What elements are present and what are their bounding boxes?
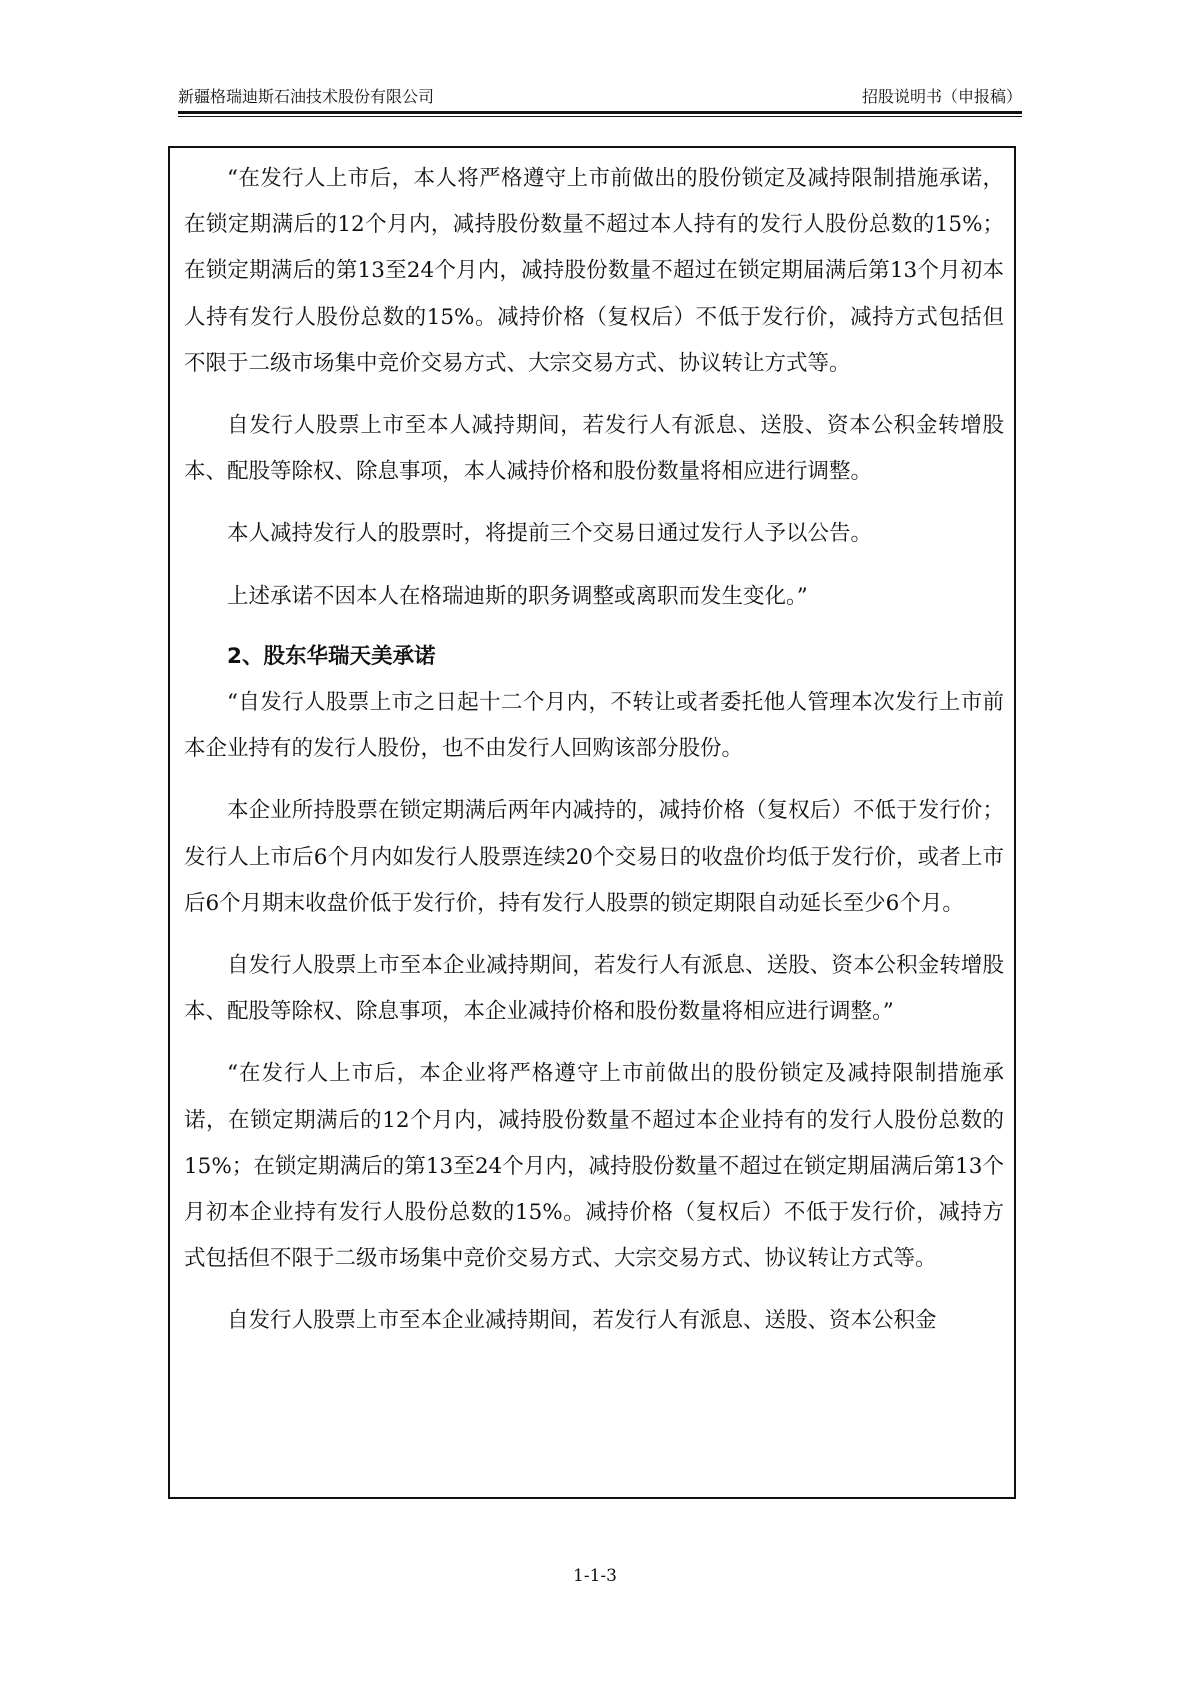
page-number: 1-1-3 — [573, 1566, 617, 1586]
content-frame — [168, 146, 1016, 1499]
header-rule-thin — [178, 116, 1022, 117]
page-header — [178, 84, 1022, 112]
paragraph: “在发行人上市后，本人将严格遵守上市前做出的股份锁定及减持限制措施承诺，在锁定期满后的12个月内，减持股份数量不超过本人持有的发行人股份总数的15%；在锁定期满后的第13至24个月内，减持股份数量不超过在锁定期届满后第13个月初本人持有发行人股份总数的15%。减持价格（复权后）不低于发行价，减持方式包括但不限于二级市场集中竞价交易方式、大宗交易方式、协议转让方式等。 — [184, 166, 1004, 376]
paragraph: “自发行人股票上市之日起十二个月内，不转让或者委托他人管理本次发行上市前本企业持有的发行人股份，也不由发行人回购该部分股份。 — [184, 690, 1004, 762]
paragraph: 自发行人股票上市至本企业减持期间，若发行人有派息、送股、资本公积金 — [227, 1308, 937, 1334]
paragraph: 自发行人股票上市至本企业减持期间，若发行人有派息、送股、资本公积金转增股本、配股等除权、除息事项，本企业减持价格和股份数量将相应进行调整。” — [184, 953, 1004, 1025]
header-rule — [178, 111, 1022, 114]
body-text — [184, 156, 1004, 1345]
paragraph: 上述承诺不因本人在格瑞迪斯的职务调整或离职而发生变化。” — [227, 583, 808, 609]
paragraph: 本企业所持股票在锁定期满后两年内减持的，减持价格（复权后）不低于发行价；发行人上市后6个月内如发行人股票连续20个交易日的收盘价均低于发行价，或者上市后6个月期末收盘价低于发行价，持有发行人股票的锁定期限自动延长至少6个月。 — [184, 798, 1004, 916]
paragraph: 本人减持发行人的股票时，将提前三个交易日通过发行人予以公告。 — [227, 521, 873, 547]
document-type: 招股说明书（申报稿） — [861, 87, 1022, 106]
paragraph: 自发行人股票上市至本人减持期间，若发行人有派息、送股、资本公积金转增股本、配股等除权、除息事项，本人减持价格和股份数量将相应进行调整。 — [184, 413, 1004, 485]
company-name: 新疆格瑞迪斯石油技术股份有限公司 — [178, 87, 435, 106]
section-heading: 2、股东华瑞天美承诺 — [227, 643, 436, 669]
paragraph: “在发行人上市后，本企业将严格遵守上市前做出的股份锁定及减持限制措施承诺，在锁定期满后的12个月内，减持股份数量不超过本企业持有的发行人股份总数的15%；在锁定期满后的第13至24个月内，减持股份数量不超过在锁定期届满后第13个月初本企业持有发行人股份总数的15%。减持价格（复权后）不低于发行价，减持方式包括但不限于二级市场集中竞价交易方式、大宗交易方式、协议转让方式等。 — [184, 1061, 1004, 1272]
